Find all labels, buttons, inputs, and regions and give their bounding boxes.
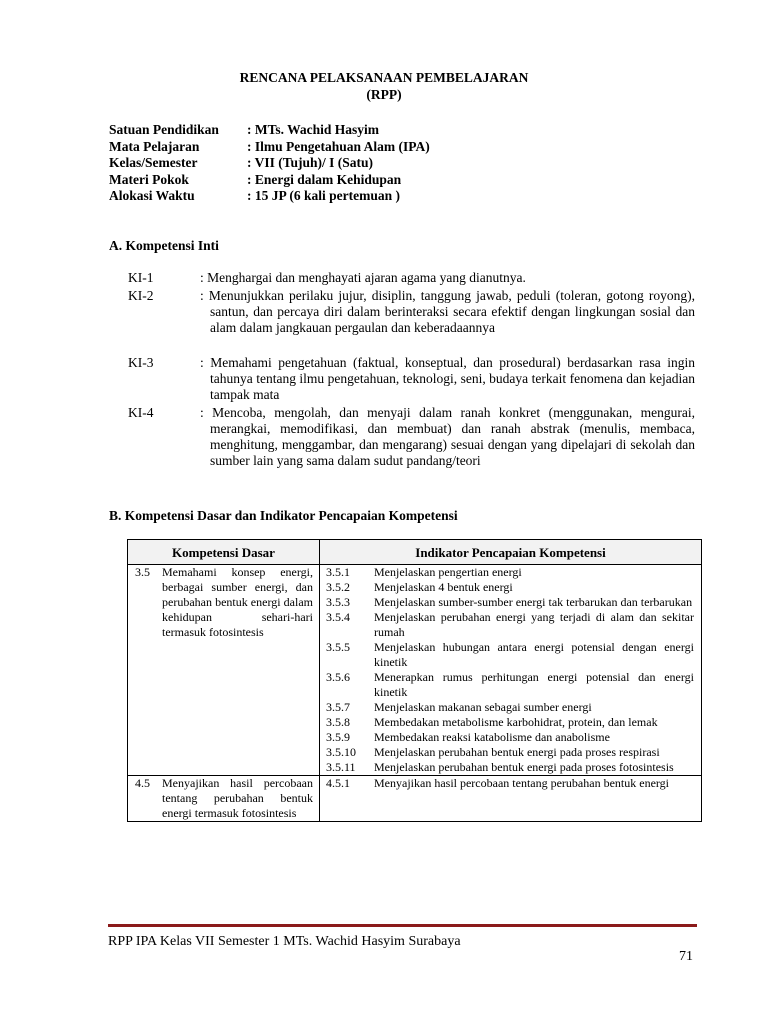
identity-value: : Energi dalam Kehidupan: [247, 172, 402, 187]
indicator-cell: [320, 565, 702, 776]
indicator-number: 3.5.4: [326, 610, 350, 624]
indicator-text: Menjelaskan perubahan bentuk energi pada proses fotosintesis: [374, 760, 674, 774]
indicator-number: 3.5.8: [326, 715, 350, 729]
footer-text: RPP IPA Kelas VII Semester 1 MTs. Wachid Hasyim Surabaya: [108, 934, 461, 949]
kd-text: Menyajikan hasil percobaan tentang perubahan bentuk energi termasuk fotosintesis: [162, 776, 313, 820]
identity-label: Mata Pelajaran: [109, 139, 200, 154]
kd-cell: [128, 776, 320, 822]
document-title: RENCANA PELAKSANAAN PEMBELAJARAN: [239, 70, 529, 85]
indicator-item: [320, 670, 701, 700]
identity-row-alokasi: [109, 187, 400, 204]
identity-row-materi: [109, 171, 401, 188]
indicator-number: 3.5.2: [326, 580, 350, 594]
table-header-row: [128, 540, 702, 565]
indicator-item: [320, 700, 701, 715]
identity-label: Kelas/Semester: [109, 155, 198, 170]
indicator-item: [320, 760, 701, 775]
kd-number: 3.5: [135, 565, 150, 579]
kd-cell: [128, 565, 320, 776]
ki-code: KI-1: [128, 270, 154, 285]
indicator-text: Menjelaskan perubahan bentuk energi pada proses respirasi: [374, 745, 660, 759]
indicator-item: [320, 745, 701, 760]
indicator-number: 3.5.5: [326, 640, 350, 654]
indicator-number: 3.5.9: [326, 730, 350, 744]
indicator-cell: [320, 776, 702, 822]
indicator-text: Membedakan metabolisme karbohidrat, protein, dan lemak: [374, 715, 658, 729]
identity-row-kelas: [109, 154, 373, 171]
indicator-text: Menjelaskan hubungan antara energi potensial dengan energi kinetik: [374, 640, 694, 669]
indicator-number: 3.5.1: [326, 565, 350, 579]
indicator-number: 3.5.10: [326, 745, 356, 759]
indicator-number: 4.5.1: [326, 776, 350, 790]
competency-table: [127, 539, 702, 822]
kd-text: Memahami konsep energi, berbagai sumber energi, dan perubahan bentuk energi dalam kehidupan sehari-hari termasuk fotosintesis: [162, 565, 313, 639]
ki-text: : Memahami pengetahuan (faktual, konseptual, dan prosedural) berdasarkan rasa ingin tahunya tentang ilmu pengetahuan, teknologi, seni, budaya terkait fenomena dan kejadian tampak mata: [200, 355, 695, 402]
indicator-text: Membedakan reaksi katabolisme dan anabolisme: [374, 730, 610, 744]
identity-value: : Ilmu Pengetahuan Alam (IPA): [247, 139, 430, 154]
indicator-item: [320, 730, 701, 745]
identity-row-satuan: [109, 121, 379, 138]
kd-number: 4.5: [135, 776, 150, 790]
indicator-item: [320, 565, 701, 580]
identity-value: : 15 JP (6 kali pertemuan ): [247, 188, 400, 203]
identity-label: Satuan Pendidikan: [109, 122, 219, 137]
indicator-text: Menjelaskan makanan sebagai sumber energi: [374, 700, 592, 714]
identity-label: Materi Pokok: [109, 172, 189, 187]
indicator-item: [320, 595, 701, 610]
indicator-item: [320, 580, 701, 595]
indicator-number: 3.5.3: [326, 595, 350, 609]
page-number: 71: [679, 949, 693, 964]
table-row: [128, 565, 702, 776]
indicator-text: Menjelaskan sumber-sumber energi tak terbarukan dan terbarukan: [374, 595, 693, 609]
ki-text: : Mencoba, mengolah, dan menyaji dalam ranah konkret (menggunakan, mengurai, merangkai, memodifikasi, dan membuat) dan ranah abstrak (menulis, membaca, menghitung, menggambar, dan mengarang) sesuai dengan yang dipelajari di sekolah dan sumber lain yang sama dalam sudut pandang/teori: [200, 405, 695, 468]
indicator-item: [320, 610, 701, 640]
column-header-indikator: Indikator Pencapaian Kompetensi: [320, 540, 702, 565]
indicator-text: Menjelaskan pengertian energi: [374, 565, 522, 579]
ki-text: : Menunjukkan perilaku jujur, disiplin, tanggung jawab, peduli (toleran, gotong royong), santun, dan percaya diri dalam berinteraksi secara efektif dengan lingkungan sosial dan alam dalam jangkauan pergaulan dan keberadaannya: [200, 288, 695, 335]
identity-value: : MTs. Wachid Hasyim: [247, 122, 380, 137]
section-a-heading: A. Kompetensi Inti: [109, 238, 219, 253]
identity-row-mapel: [109, 138, 430, 155]
indicator-item: [320, 715, 701, 730]
ki-code: KI-3: [128, 355, 154, 370]
document-subtitle: (RPP): [366, 87, 402, 102]
indicator-text: Menerapkan rumus perhitungan energi potensial dan energi kinetik: [374, 670, 694, 699]
table-row: [128, 776, 702, 822]
ki-code: KI-2: [128, 288, 154, 303]
indicator-number: 3.5.11: [326, 760, 356, 774]
ki-code: KI-4: [128, 405, 154, 420]
indicator-text: Menyajikan hasil percobaan tentang perubahan bentuk energi: [374, 776, 670, 790]
ki-text: : Menghargai dan menghayati ajaran agama yang dianutnya.: [200, 270, 526, 285]
identity-value: : VII (Tujuh)/ I (Satu): [247, 155, 374, 170]
indicator-text: Menjelaskan perubahan energi yang terjadi di alam dan sekitar rumah: [374, 610, 694, 639]
section-b-heading: B. Kompetensi Dasar dan Indikator Pencapaian Kompetensi: [109, 508, 458, 523]
column-header-kd: Kompetensi Dasar: [128, 540, 320, 565]
footer-rule: [108, 924, 697, 927]
indicator-item: [320, 776, 701, 791]
indicator-number: 3.5.7: [326, 700, 350, 714]
indicator-text: Menjelaskan 4 bentuk energi: [374, 580, 513, 594]
indicator-item: [320, 640, 701, 670]
indicator-number: 3.5.6: [326, 670, 350, 684]
identity-label: Alokasi Waktu: [109, 188, 195, 203]
